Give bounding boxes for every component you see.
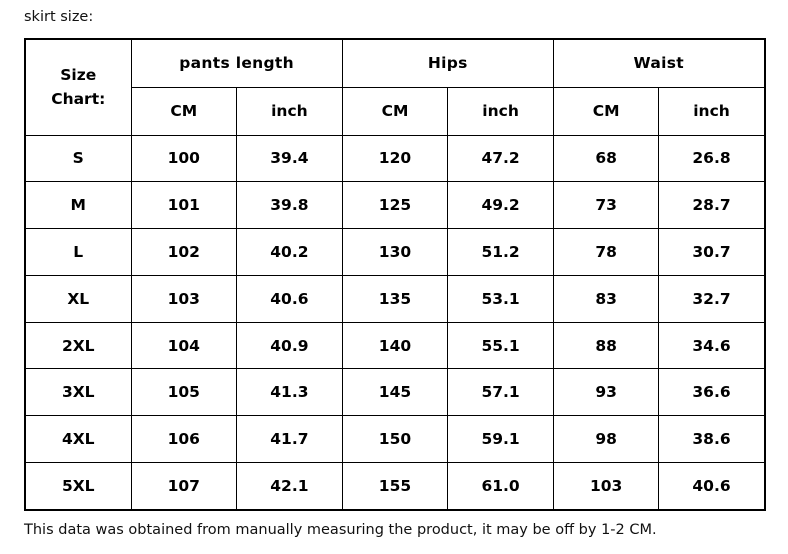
row-size-label: 5XL: [25, 463, 131, 510]
cell-pants-inch: 39.8: [237, 182, 343, 229]
cell-hips-cm: 150: [342, 416, 448, 463]
cell-hips-cm: 135: [342, 275, 448, 322]
table-row: [25, 463, 765, 510]
corner-label-line1: Size: [60, 65, 97, 84]
cell-waist-inch: 28.7: [659, 182, 765, 229]
cell-hips-cm: 125: [342, 182, 448, 229]
header-unit-waist-cm: CM: [553, 87, 659, 135]
cell-waist-inch: 34.6: [659, 322, 765, 369]
cell-waist-cm: 98: [553, 416, 659, 463]
cell-hips-cm: 145: [342, 369, 448, 416]
table-row: [25, 229, 765, 276]
cell-waist-inch: 40.6: [659, 463, 765, 510]
cell-waist-cm: 103: [553, 463, 659, 510]
cell-pants-cm: 101: [131, 182, 237, 229]
header-unit-hips-inch: inch: [448, 87, 554, 135]
cell-hips-cm: 120: [342, 135, 448, 182]
table-header: [25, 39, 765, 136]
row-size-label: 3XL: [25, 369, 131, 416]
header-group-waist: Waist: [553, 39, 764, 88]
header-row-units: [25, 87, 765, 135]
header-corner-size-chart: [25, 39, 131, 136]
cell-hips-inch: 55.1: [448, 322, 554, 369]
cell-hips-inch: 53.1: [448, 275, 554, 322]
cell-pants-cm: 100: [131, 135, 237, 182]
cell-pants-inch: 39.4: [237, 135, 343, 182]
header-unit-waist-inch: inch: [659, 87, 765, 135]
cell-hips-inch: 61.0: [448, 463, 554, 510]
header-unit-pants-inch: inch: [237, 87, 343, 135]
table-row: [25, 416, 765, 463]
cell-hips-inch: 51.2: [448, 229, 554, 276]
header-unit-pants-cm: CM: [131, 87, 237, 135]
cell-waist-cm: 88: [553, 322, 659, 369]
table-row: [25, 135, 765, 182]
cell-waist-cm: 83: [553, 275, 659, 322]
cell-pants-inch: 40.2: [237, 229, 343, 276]
cell-waist-inch: 38.6: [659, 416, 765, 463]
footnote-text: This data was obtained from manually measuring the product, it may be off by 1-2 CM.: [24, 521, 657, 538]
header-unit-hips-cm: CM: [342, 87, 448, 135]
intro-text: skirt size:: [24, 9, 94, 25]
table-row: [25, 275, 765, 322]
cell-pants-inch: 42.1: [237, 463, 343, 510]
cell-pants-inch: 40.9: [237, 322, 343, 369]
size-chart-table: [24, 38, 766, 511]
header-group-hips: Hips: [342, 39, 553, 88]
cell-pants-inch: 40.6: [237, 275, 343, 322]
cell-pants-cm: 107: [131, 463, 237, 510]
row-size-label: L: [25, 229, 131, 276]
cell-hips-inch: 59.1: [448, 416, 554, 463]
row-size-label: 4XL: [25, 416, 131, 463]
cell-pants-cm: 105: [131, 369, 237, 416]
cell-hips-cm: 155: [342, 463, 448, 510]
cell-waist-cm: 93: [553, 369, 659, 416]
cell-waist-inch: 30.7: [659, 229, 765, 276]
cell-waist-inch: 36.6: [659, 369, 765, 416]
table-body: [25, 135, 765, 510]
cell-hips-inch: 57.1: [448, 369, 554, 416]
row-size-label: M: [25, 182, 131, 229]
header-row-groups: [25, 39, 765, 88]
cell-pants-cm: 104: [131, 322, 237, 369]
cell-hips-inch: 47.2: [448, 135, 554, 182]
cell-pants-inch: 41.3: [237, 369, 343, 416]
table-row: [25, 369, 765, 416]
cell-pants-cm: 102: [131, 229, 237, 276]
cell-waist-inch: 26.8: [659, 135, 765, 182]
cell-waist-inch: 32.7: [659, 275, 765, 322]
cell-waist-cm: 73: [553, 182, 659, 229]
row-size-label: XL: [25, 275, 131, 322]
cell-waist-cm: 78: [553, 229, 659, 276]
cell-pants-inch: 41.7: [237, 416, 343, 463]
cell-waist-cm: 68: [553, 135, 659, 182]
corner-label-line2: Chart:: [51, 90, 106, 108]
table-row: [25, 322, 765, 369]
cell-hips-cm: 140: [342, 322, 448, 369]
row-size-label: S: [25, 135, 131, 182]
cell-pants-cm: 106: [131, 416, 237, 463]
cell-pants-cm: 103: [131, 275, 237, 322]
table-row: [25, 182, 765, 229]
cell-hips-inch: 49.2: [448, 182, 554, 229]
header-group-pants-length: pants length: [131, 39, 342, 88]
cell-hips-cm: 130: [342, 229, 448, 276]
row-size-label: 2XL: [25, 322, 131, 369]
